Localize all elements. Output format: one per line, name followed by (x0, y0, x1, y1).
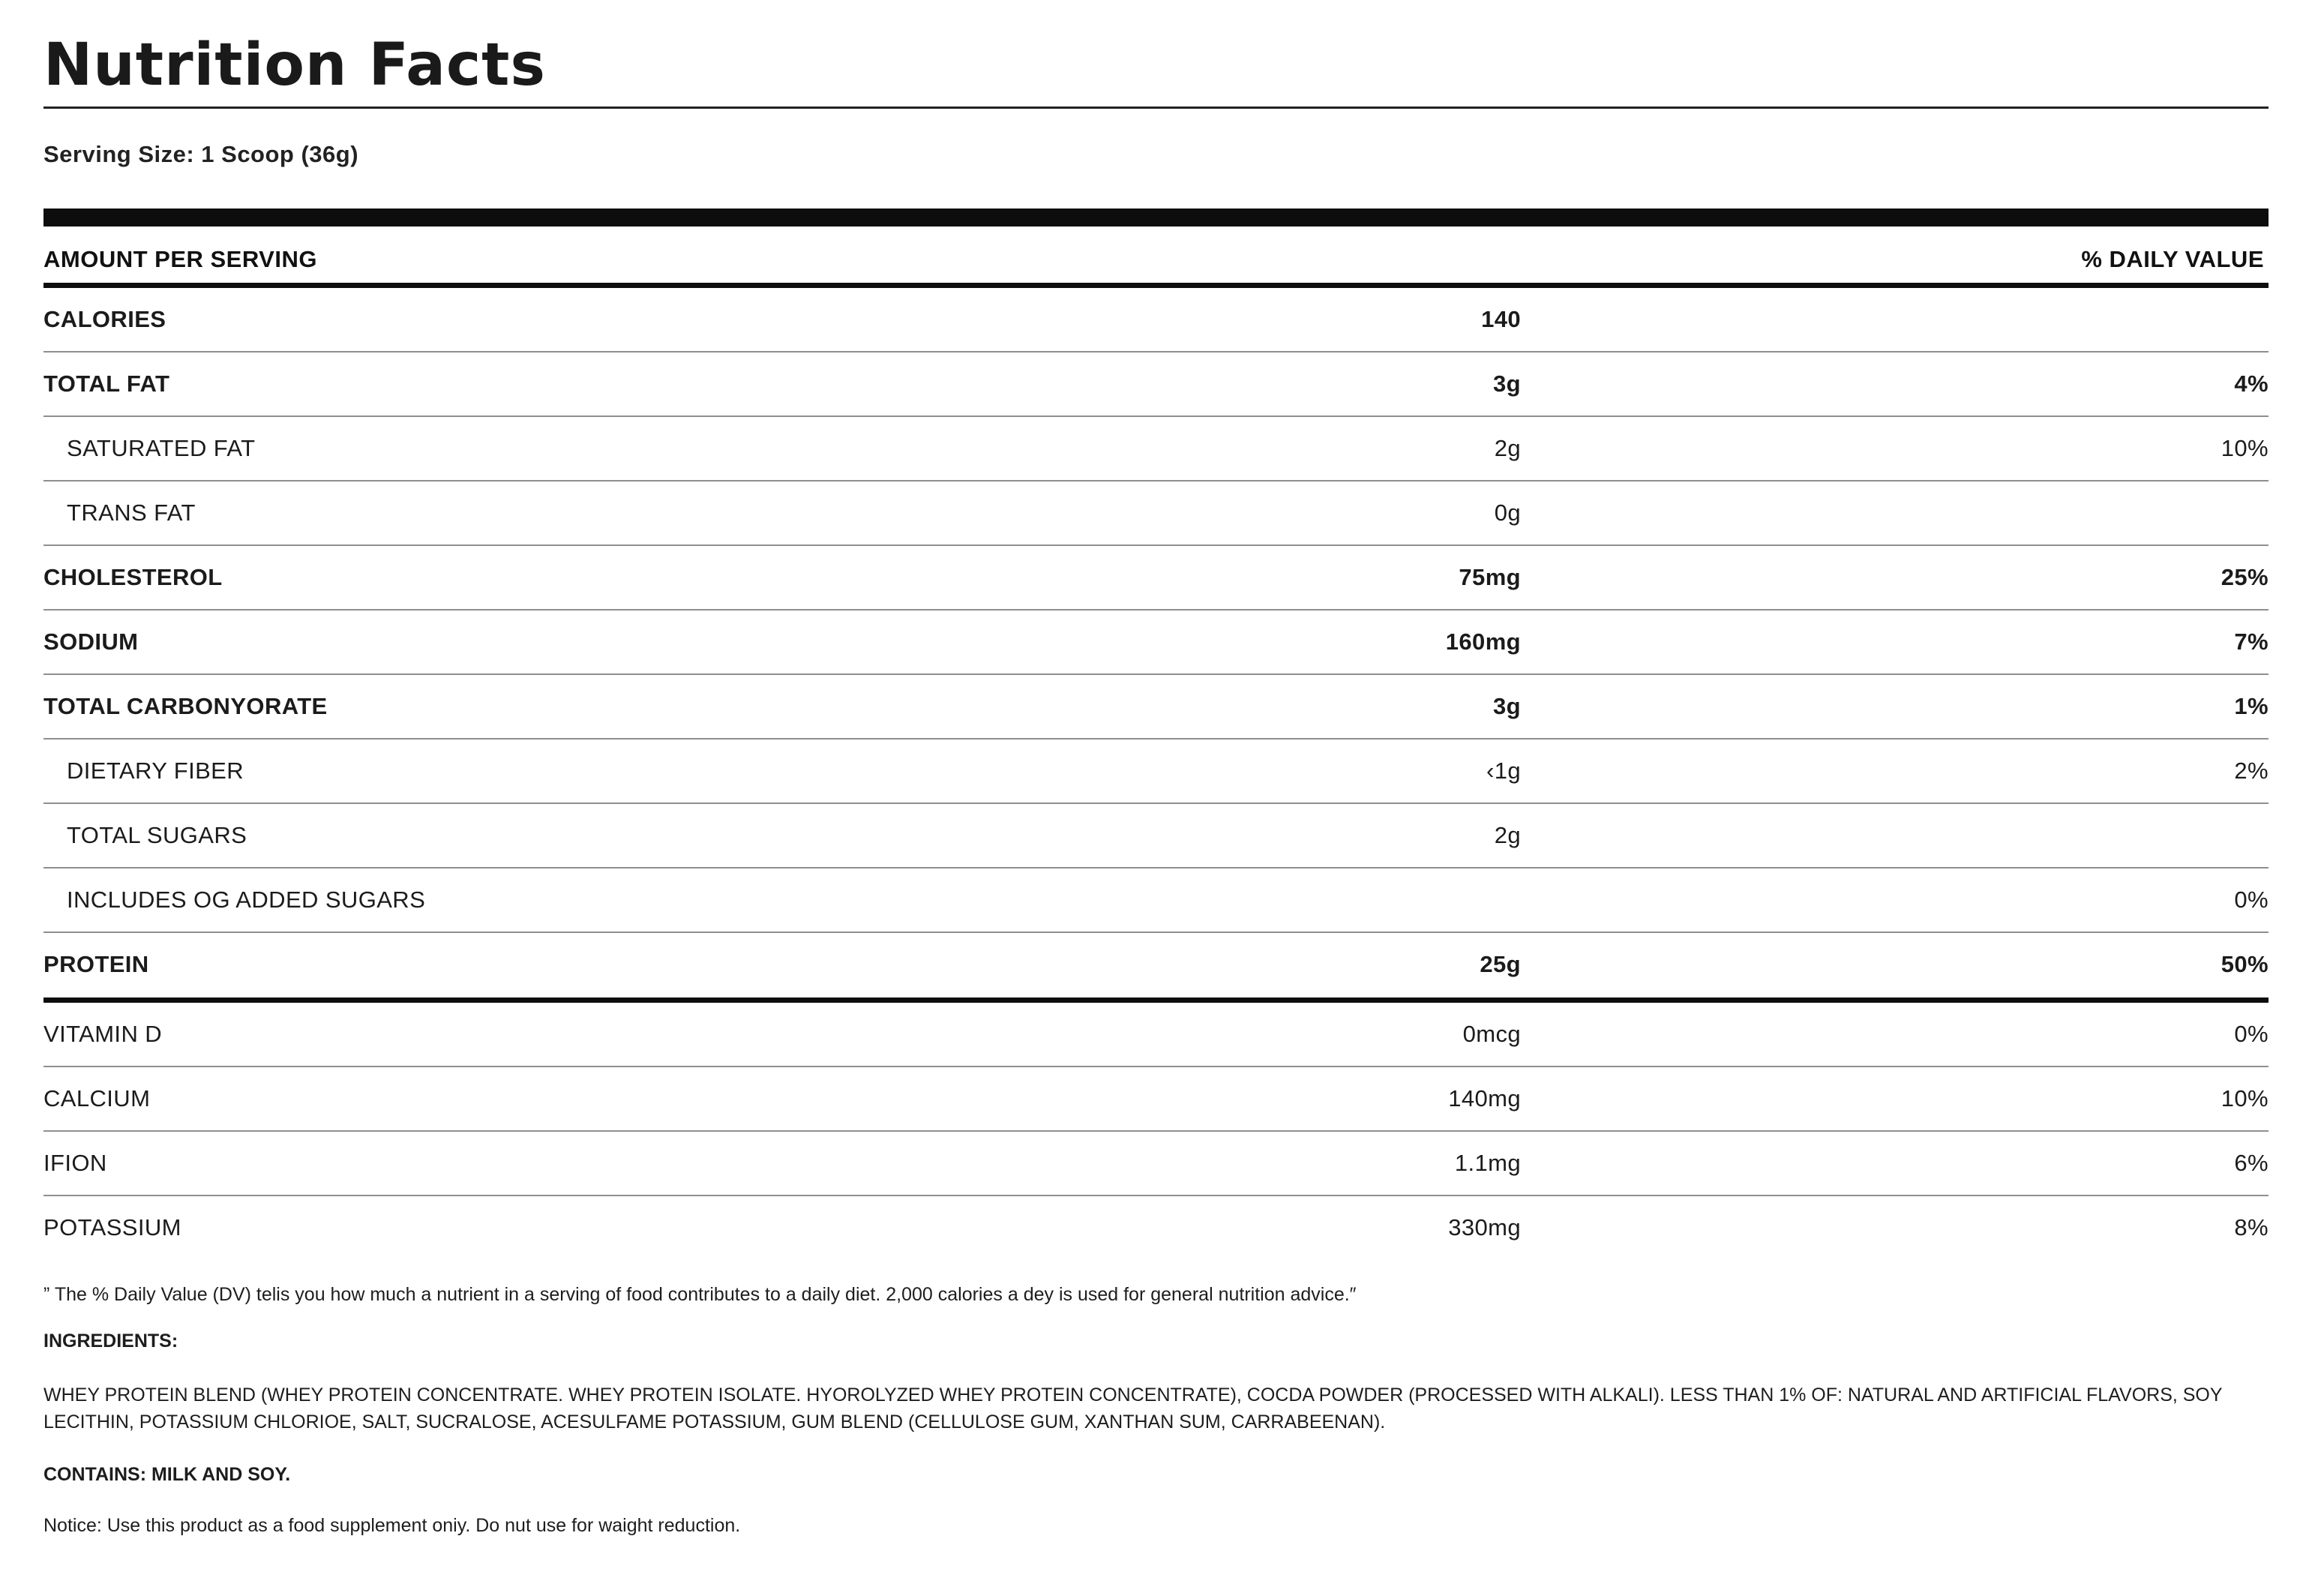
nutrient-amount: 2g (1494, 822, 1521, 848)
nutrient-row-total-fat (43, 352, 2269, 417)
nutrient-dv: 10% (2221, 435, 2269, 461)
amount-per-serving-heading: AMOUNT PER SERVING (43, 246, 317, 272)
nutrient-amount: 1.1mg (1454, 1150, 1521, 1176)
serving-size: Serving Size: 1 Scoop (36g) (43, 141, 359, 167)
nutrient-amount: 0g (1494, 500, 1521, 526)
nutrient-amount: 140mg (1448, 1085, 1521, 1112)
nutrient-name: TOTAL FAT (43, 370, 170, 397)
nutrient-amount: 3g (1493, 370, 1521, 397)
nutrient-name: CHOLESTEROL (43, 564, 223, 590)
nutrient-dv: 4% (2234, 370, 2269, 397)
nutrient-amount: 75mg (1459, 564, 1521, 590)
title-divider (43, 106, 2269, 109)
nutrient-row-calcium (43, 1067, 2269, 1132)
nutrient-amount: 2g (1494, 435, 1521, 461)
nutrient-amount: 0mcg (1462, 1021, 1521, 1047)
nutrient-dv: 0% (2234, 1021, 2269, 1047)
nutrient-name: SATURATED FAT (67, 435, 256, 461)
nutrient-row-protein (43, 933, 2269, 1003)
nutrient-row-potassium (43, 1196, 2269, 1261)
nutrient-dv: 8% (2234, 1214, 2269, 1240)
nutrient-row-cholesterol (43, 546, 2269, 610)
nutrient-amount: 330mg (1448, 1214, 1521, 1240)
nutrient-name: CALCIUM (43, 1085, 151, 1112)
usage-notice: Notice: Use this product as a food supplement oniy. Do nut use for waight reduction. (43, 1515, 741, 1536)
nutrient-amount: 25g (1480, 951, 1521, 977)
nutrient-dv: 2% (2234, 758, 2269, 784)
nutrient-row-sodium (43, 610, 2269, 675)
nutrient-name: DIETARY FIBER (67, 758, 244, 784)
nutrient-amount: 140 (1481, 306, 1521, 332)
nutrient-amount: ‹1g (1486, 758, 1521, 784)
daily-value-footnote: ” The % Daily Value (DV) telis you how much a nutrient in a serving of food contributes to a daily diet. 2,000 calories a dey is used for general nutrition advice.″ (43, 1284, 1357, 1305)
ingredients-heading: INGREDIENTS: (43, 1330, 178, 1352)
allergen-statement: CONTAINS: MILK AND SOY. (43, 1464, 291, 1485)
nutrient-dv: 1% (2234, 693, 2269, 719)
nutrient-row-vitamin-d (43, 1003, 2269, 1067)
nutrient-dv: 50% (2221, 951, 2269, 977)
nutrient-name: IFION (43, 1150, 107, 1176)
nutrient-row-total-carbohydrate (43, 675, 2269, 740)
nutrient-dv: 7% (2234, 628, 2269, 655)
daily-value-heading: % DAILY VALUE (2081, 246, 2264, 272)
nutrient-name: PROTEIN (43, 951, 149, 977)
nutrient-dv: 6% (2234, 1150, 2269, 1176)
nutrient-amount: 3g (1493, 693, 1521, 719)
table-header (43, 237, 2269, 282)
header-divider (43, 283, 2269, 288)
nutrient-name: TRANS FAT (67, 500, 196, 526)
nutrient-amount: 160mg (1445, 628, 1521, 655)
label-title: Nutrition Facts (43, 32, 546, 99)
ingredients-text: WHEY PROTEIN BLEND (WHEY PROTEIN CONCENTRATE. WHEY PROTEIN ISOLATE. HYOROLYZED WHEY PROTEIN CONCENTRATE), COCDA POWDER (PROCESSED WITH ALKALI). LESS THAN 1% OF: NATURAL AND ARTIFICIAL FLAVORS, SOY LECITHIN, POTASSIUM CHLORIOE, SALT, SUCRALOSE, ACESULFAME POTASSIUM, GUM BLEND (CELLULOSE GUM, XANTHAN SUM, CARRABEENAN). (43, 1384, 2223, 1432)
nutrient-name: TOTAL CARBONYORATE (43, 693, 328, 719)
nutrient-table (43, 288, 2269, 1261)
nutrient-dv: 0% (2234, 886, 2269, 913)
nutrient-dv: 25% (2221, 564, 2269, 590)
nutrient-name: CALORIES (43, 306, 166, 332)
nutrient-name: POTASSIUM (43, 1214, 181, 1240)
thick-divider (43, 208, 2269, 226)
nutrient-name: SODIUM (43, 628, 139, 655)
nutrient-row-calories (43, 288, 2269, 352)
nutrient-row-total-sugars (43, 804, 2269, 868)
nutrient-row-trans-fat (43, 482, 2269, 546)
nutrient-row-dietary-fiber (43, 740, 2269, 804)
nutrient-row-added-sugars (43, 868, 2269, 933)
nutrient-name: TOTAL SUGARS (67, 822, 247, 848)
nutrient-row-iron (43, 1132, 2269, 1196)
nutrient-name: INCLUDES OG ADDED SUGARS (67, 886, 426, 913)
nutrient-row-saturated-fat (43, 417, 2269, 482)
nutrient-name: VITAMIN D (43, 1021, 163, 1047)
nutrient-dv: 10% (2221, 1085, 2269, 1112)
